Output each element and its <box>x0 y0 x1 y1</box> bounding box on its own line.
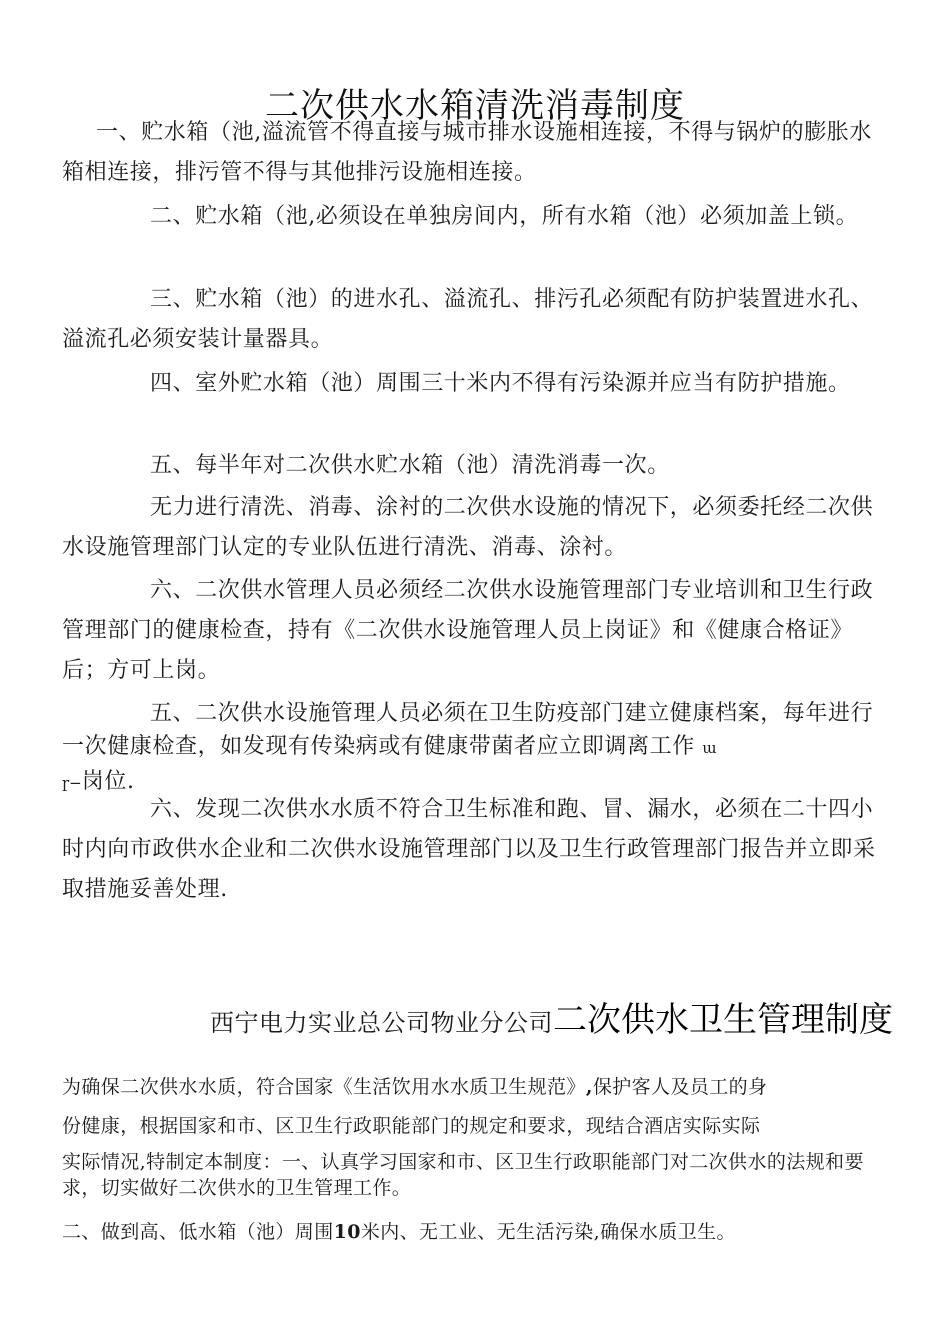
paragraph-8-main: 五、二次供水设施管理人员必须在卫生防疫部门建立健康档案，每年进行一次健康检查，如发现有传染病或有健康带菌者应立即调离工作 <box>62 701 874 759</box>
paragraph-3: 三、贮水箱（池）的进水孔、溢流孔、排污孔必须配有防护装置进水孔、溢流孔必须安装计量器具。 <box>62 287 874 352</box>
organization-name: 西宁电力实业总公司物业分公司 <box>210 1009 553 1037</box>
paragraph-9: 六、发现二次供水水质不符合卫生标准和跑、冒、漏水，必须在二十四小时内向市政供水企业和二次供水设施管理部门以及卫生行政管理部门报告并立即采取措施妥善处理. <box>62 797 876 902</box>
item-2-number: 10 <box>333 1221 361 1243</box>
paragraph-8-end: 岗位. <box>81 769 135 794</box>
intro-text-a: 为确保二次供水水质，符合国家《生活饮用水水质卫生规范》 <box>62 1076 586 1098</box>
document-title: 二次供水水箱清洗消毒制度 <box>265 85 685 126</box>
intro-line-3: 实际情况,特制定本制度：一、认真学习国家和市、区卫生行政职能部门对二次供水的法规和要求，切实做好二次供水的卫生管理工作。 <box>62 1151 864 1199</box>
intro-line-1 <box>62 1067 902 1107</box>
paragraph-6: 无力进行清洗、消毒、涂衬的二次供水设施的情况下，必须委托经二次供水设施管理部门认定的专业队伍进行清洗、消毒、涂衬。 <box>62 495 874 560</box>
paragraph-4: 四、室外贮水箱（池）周围三十米内不得有污染源并应当有防护措施。 <box>150 371 851 396</box>
paragraph-1: 一、贮水箱（池,溢流管不得直接与城市排水设施相连接，不得与锅炉的膨胀水箱相连接，排污管不得与其他排污设施相连接。 <box>62 120 872 185</box>
paragraph-7: 六、二次供水管理人员必须经二次供水设施管理部门专业培训和卫生行政管理部门的健康检查，持有《二次供水设施管理人员上岗证》和《健康合格证》后；方可上岗。 <box>62 578 874 683</box>
paragraph-2: 二、贮水箱（池,必须设在单独房间内，所有水箱（池）必须加盖上锁。 <box>150 204 859 229</box>
intro-line-2: 份健康，根据国家和市、区卫生行政职能部门的规定和要求，现结合酒店实际实际 <box>62 1115 761 1137</box>
paragraph-8 <box>62 697 894 800</box>
intro-comma: , <box>585 1076 593 1098</box>
item-2 <box>62 1212 902 1252</box>
intro-text-c: 保护客人及员工的身 <box>592 1076 768 1098</box>
section-title: 二次供水卫生管理制度 <box>553 1000 893 1040</box>
item-2-text-b: 米内、无工业、无生活污染,确保水质卫生。 <box>360 1221 736 1243</box>
stray-mark-2: ɼ− <box>62 774 82 792</box>
item-2-text-a: 二、做到高、低水箱（池）周围 <box>62 1221 334 1243</box>
paragraph-5: 五、每半年对二次供水贮水箱（池）清洗消毒一次。 <box>150 453 670 478</box>
section-heading <box>0 992 893 1041</box>
stray-mark: ɯ <box>702 739 717 757</box>
